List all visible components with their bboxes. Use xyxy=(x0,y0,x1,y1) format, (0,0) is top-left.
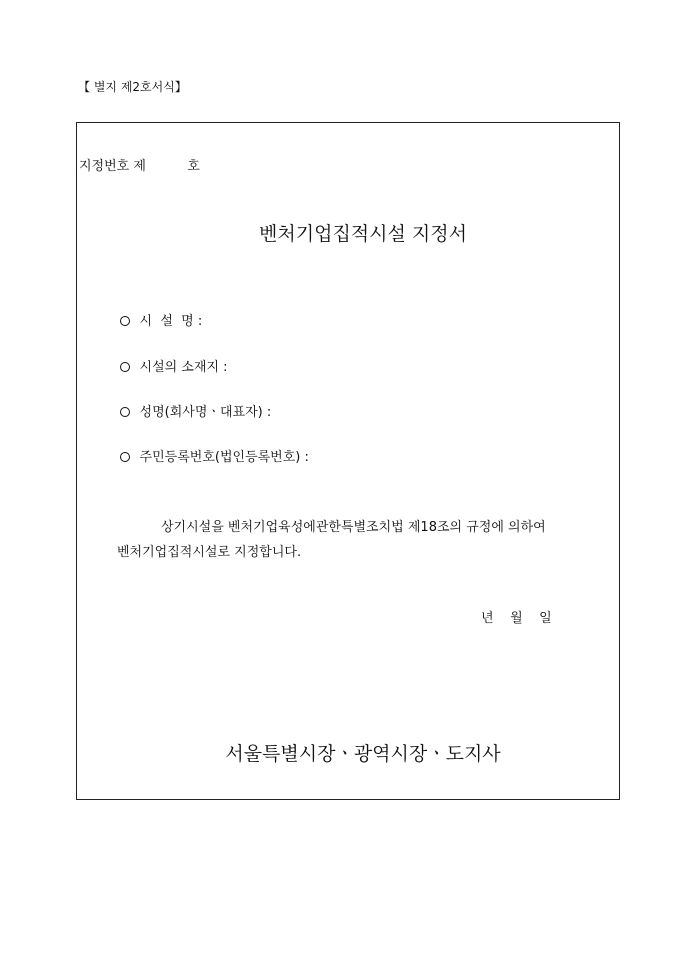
designation-number: 지정번호 제 호 xyxy=(79,159,200,174)
field-representative xyxy=(103,386,271,435)
circle-bullet-icon xyxy=(120,452,130,462)
field-label: 시설의 소재지 : xyxy=(139,360,228,375)
field-registration-number xyxy=(103,431,309,480)
statement-line-1: 상기시설을 벤처기업육성에관한특별조치법 제18조의 규정에 의하여 xyxy=(161,520,546,535)
statement-line-2: 벤처기업집적시설로 지정합니다. xyxy=(117,545,302,560)
document-title: 벤처기업집적시설 지정서 xyxy=(259,223,467,245)
field-facility-name xyxy=(103,295,202,344)
field-label: 시 설 명 : xyxy=(139,314,203,329)
field-facility-location xyxy=(103,341,228,390)
date-line: 년 월 일 xyxy=(481,611,552,626)
certificate-form xyxy=(76,122,620,800)
circle-bullet-icon xyxy=(120,362,130,372)
form-label: 【 별지 제2호서식】 xyxy=(78,80,187,94)
field-label: 성명(회사명ㆍ대표자) : xyxy=(139,405,272,420)
issuer-signature: 서울특별시장ㆍ광역시장ㆍ도지사 xyxy=(225,743,501,765)
circle-bullet-icon xyxy=(120,316,130,326)
designation-statement xyxy=(117,515,597,565)
field-label: 주민등록번호(법인등록번호) : xyxy=(139,450,309,465)
circle-bullet-icon xyxy=(120,407,130,417)
